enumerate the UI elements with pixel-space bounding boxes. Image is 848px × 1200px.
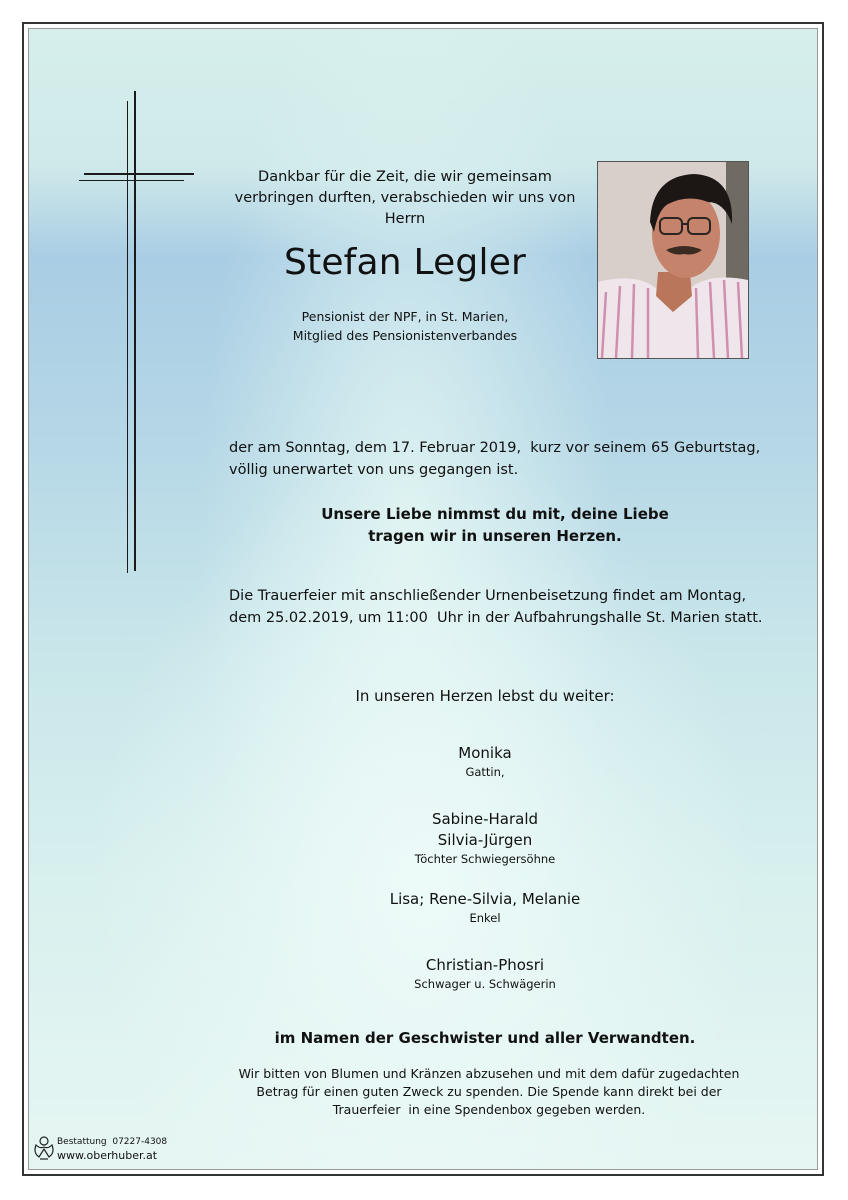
portrait-illustration <box>598 162 748 358</box>
mourner-group <box>315 889 655 926</box>
cross-vertical-shadow <box>127 101 128 573</box>
death-notice-line: völlig unerwartet von uns gegangen ist. <box>229 462 519 478</box>
notice-background <box>28 28 818 1170</box>
donation-line: Trauerfeier in eine Spendenbox gegeben werden. <box>332 1102 646 1117</box>
occupation-line: Pensionist der NPF, in St. Marien, <box>301 309 509 324</box>
mourner-group <box>315 955 655 992</box>
donation-line: Wir bitten von Blumen und Kränzen abzusehen und mit dem dafür zugedachten <box>238 1066 740 1081</box>
intro-text <box>225 167 585 230</box>
occupation-line: Mitglied des Pensionistenverbandes <box>292 328 518 343</box>
mourner-name: Christian-Phosri <box>425 956 545 974</box>
cross-vertical-bar <box>134 91 136 571</box>
cross-horizontal-shadow <box>79 180 184 181</box>
mourner-name: Sabine-Harald <box>431 810 539 828</box>
mourner-name: Monika <box>458 744 512 762</box>
memorial-quote <box>225 503 765 547</box>
intro-line: Herrn <box>384 211 426 227</box>
intro-line: Dankbar für die Zeit, die wir gemeinsam <box>258 169 552 185</box>
deceased-name: Stefan Legler <box>283 242 527 283</box>
mourner-group <box>315 743 655 780</box>
donation-line: Betrag für einen guten Zweck zu spenden. Die Spende kann direkt bei der <box>256 1084 722 1099</box>
ceremony-line: Die Trauerfeier mit anschließender Urnenbeisetzung findet am Montag, <box>229 588 747 604</box>
mourner-name: Silvia-Jürgen <box>437 831 533 849</box>
portrait-photo <box>597 161 749 359</box>
angel-logo-icon <box>33 1135 55 1161</box>
ceremony-info <box>229 585 763 629</box>
mourner-relation: Töchter Schwiegersöhne <box>414 852 556 866</box>
mourner-relation: Schwager u. Schwägerin <box>414 977 556 991</box>
mourner-relation: Enkel <box>469 911 501 925</box>
intro-line: verbringen durften, verabschieden wir uns von <box>234 190 576 206</box>
donation-request <box>229 1065 749 1119</box>
mourner-group <box>315 809 655 867</box>
funeral-home-website[interactable]: www.oberhuber.at <box>57 1149 158 1162</box>
ceremony-line: dem 25.02.2019, um 11:00 Uhr in der Aufbahrungshalle St. Marien statt. <box>229 610 763 626</box>
quote-line: tragen wir in unseren Herzen. <box>368 527 622 545</box>
death-notice <box>229 437 769 481</box>
outer-frame <box>22 22 824 1176</box>
cross-horizontal-bar <box>84 173 194 175</box>
quote-line: Unsere Liebe nimmst du mit, deine Liebe <box>321 505 669 523</box>
closing-line: im Namen der Geschwister und aller Verwandten. <box>274 1029 696 1047</box>
death-notice-line: der am Sonntag, dem 17. Februar 2019, kurz vor seinem 65 Geburtstag, <box>229 440 761 456</box>
funeral-home-phone: Bestattung 07227-4308 <box>57 1137 168 1147</box>
deceased-occupation <box>225 307 585 345</box>
mourner-relation: Gattin, <box>465 765 505 779</box>
mourner-name: Lisa; Rene-Silvia, Melanie <box>389 890 581 908</box>
mourners-heading: In unseren Herzen lebst du weiter: <box>355 687 615 705</box>
